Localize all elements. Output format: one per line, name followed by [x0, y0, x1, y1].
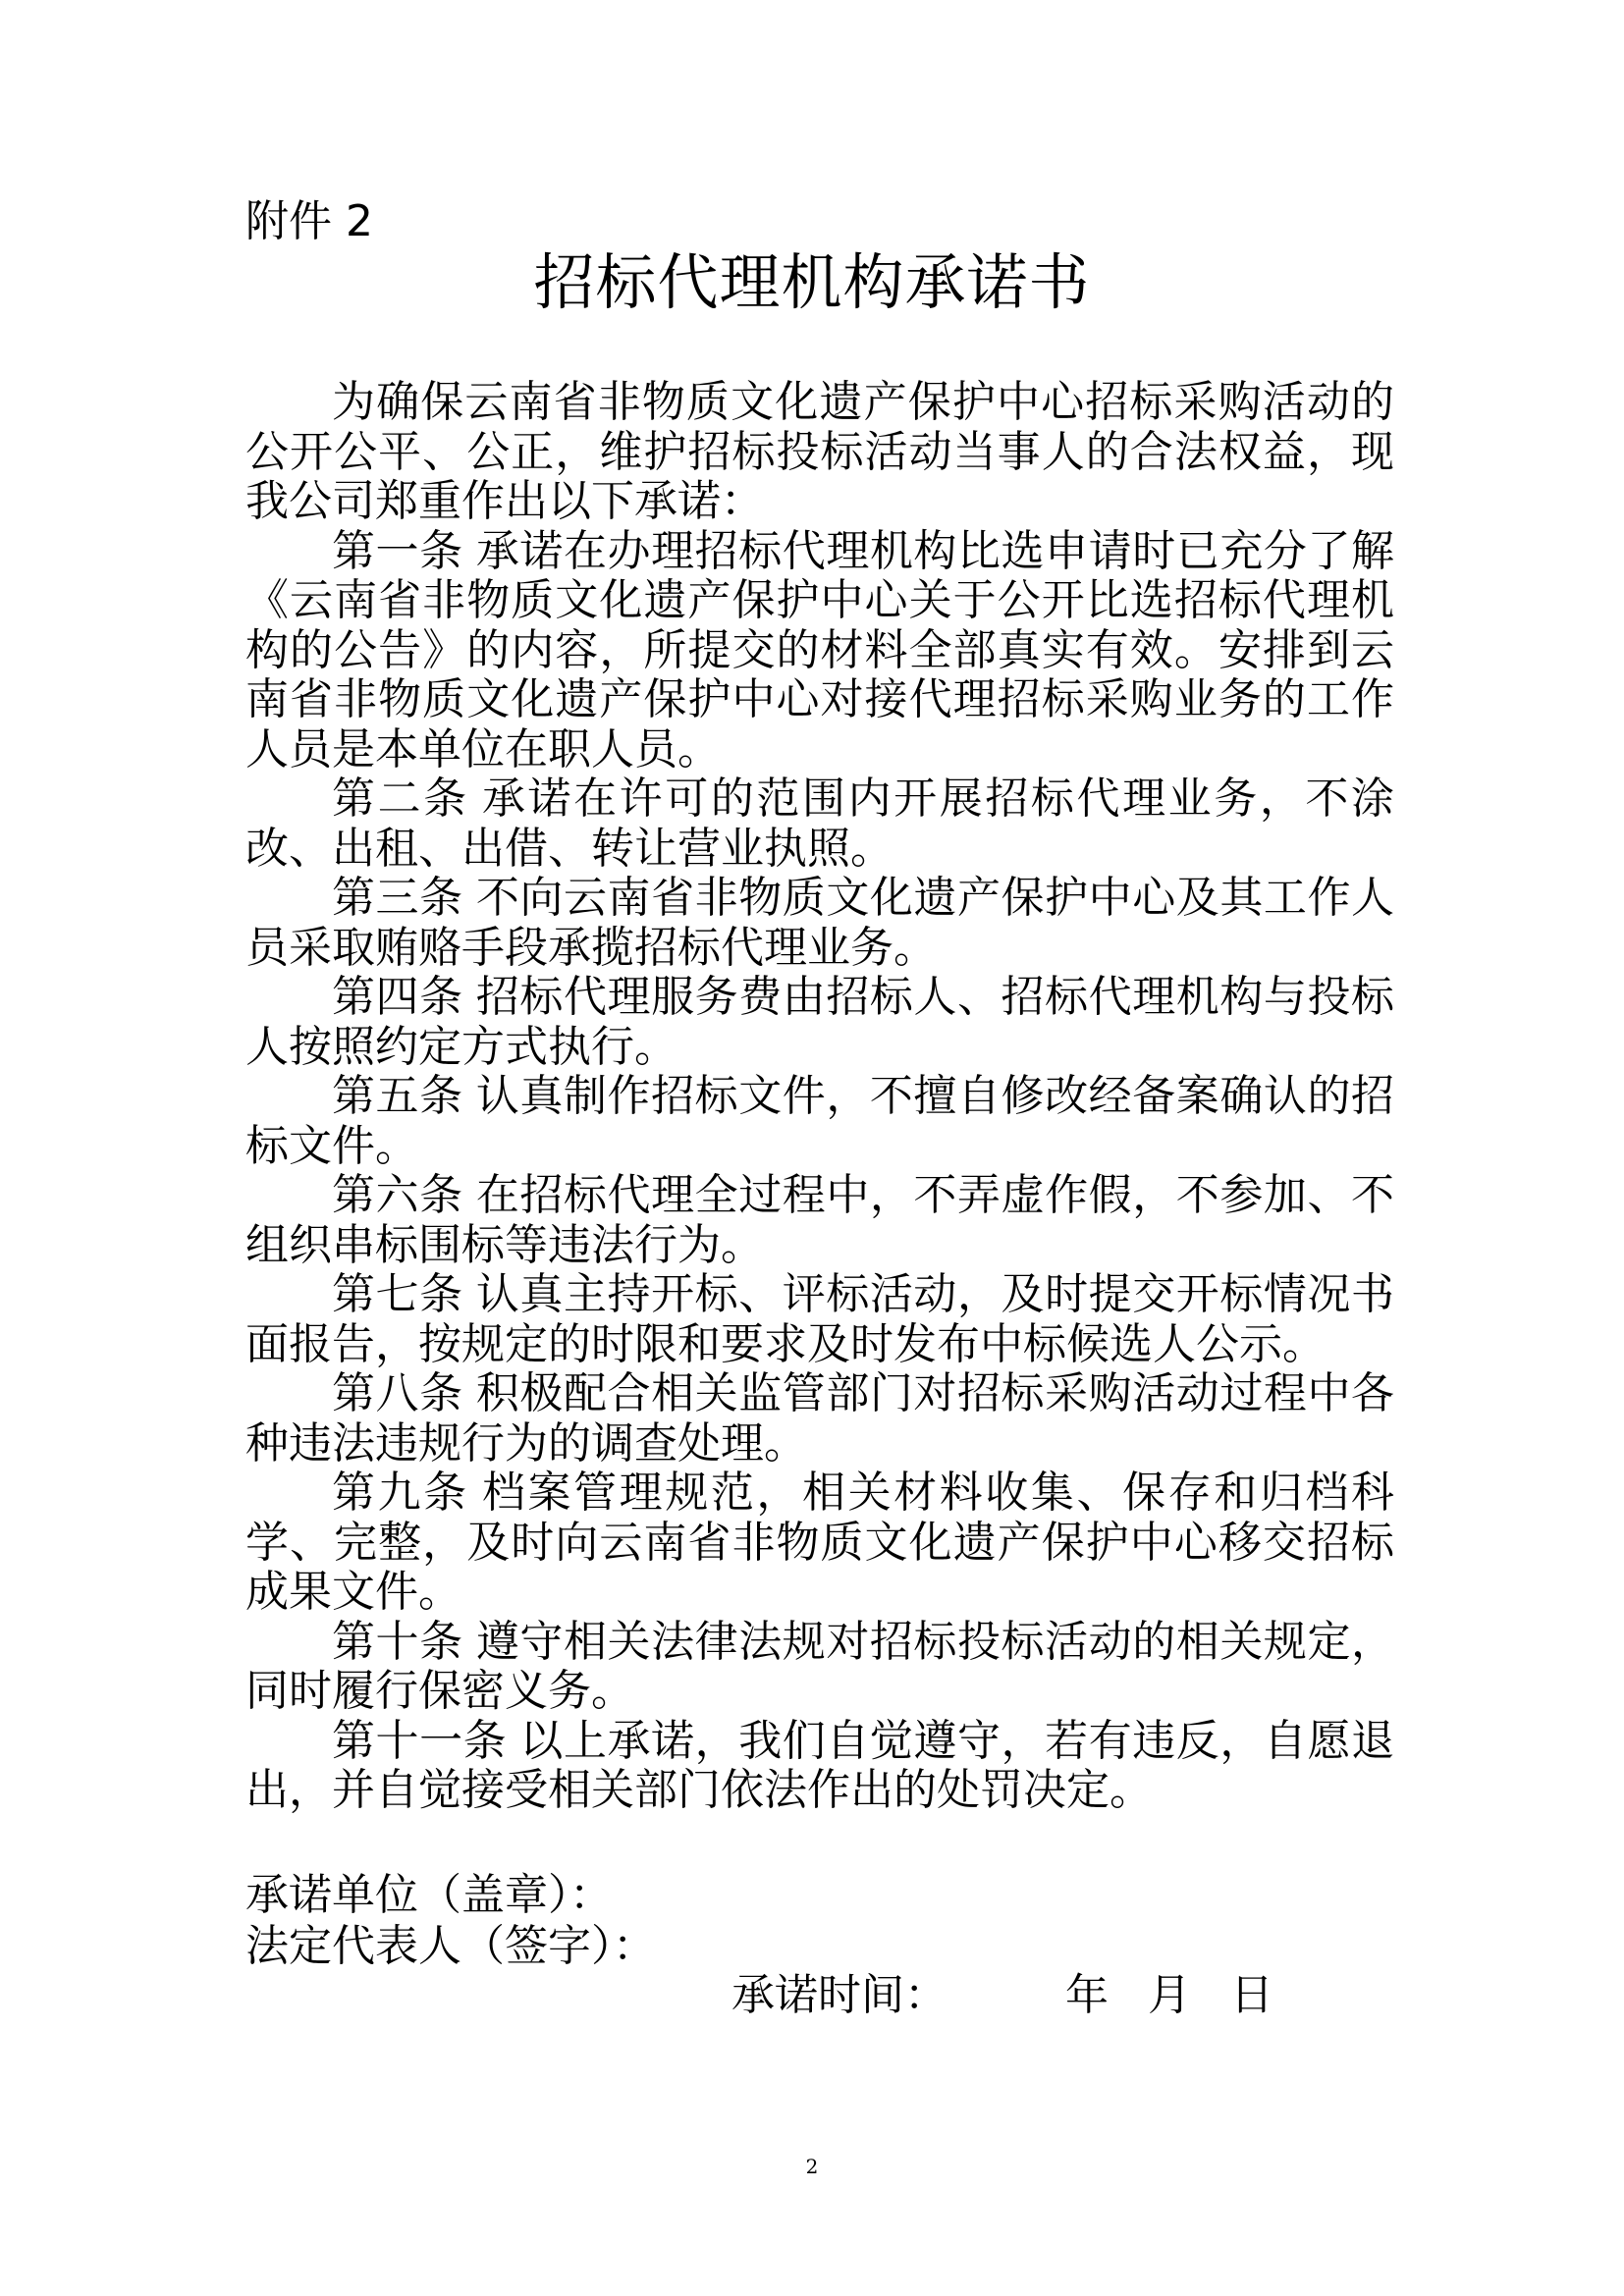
- attachment-label: 附件 2: [245, 196, 373, 246]
- article-number: 第九条: [332, 1468, 469, 1518]
- article-text: 遵守相关法律法规对招标投标活动的相关规定，同时履行保密义务。: [245, 1616, 1394, 1716]
- article-text: 不向云南省非物质文化遗产保护中心及其工作人员采取贿赂手段承揽招标代理业务。: [245, 873, 1394, 973]
- article-number: 第二条: [332, 774, 469, 824]
- article-text: 档案管理规范，相关材料收集、保存和归档科学、完整，及时向云南省非物质文化遗产保护中心移交招标成果文件。: [245, 1468, 1395, 1617]
- document-body: [245, 378, 1394, 1816]
- article-number: 第四条: [332, 972, 463, 1022]
- article-6: [245, 1171, 1394, 1270]
- article-11: [245, 1717, 1394, 1816]
- article-text: 承诺在许可的范围内开展招标代理业务，不涂改、出租、出借、转让营业执照。: [245, 774, 1395, 874]
- article-3: [245, 874, 1394, 973]
- article-number: 第十一条: [332, 1715, 508, 1766]
- article-1: [245, 527, 1394, 775]
- article-number: 第一条: [332, 525, 463, 576]
- article-text: 认真主持开标、评标活动，及时提交开标情况书面报告，按规定的时限和要求及时发布中标候选人公示。: [245, 1269, 1394, 1369]
- article-text: 以上承诺，我们自觉遵守，若有违反，自愿退出，并自觉接受相关部门依法作出的处罚决定。: [245, 1715, 1395, 1815]
- article-number: 第十条: [332, 1616, 463, 1667]
- page-number: 2: [805, 2155, 819, 2178]
- article-number: 第五条: [332, 1071, 463, 1121]
- commitment-date-line: [731, 1968, 1273, 2023]
- month-label: 月: [1148, 1970, 1191, 2020]
- year-label: 年: [1065, 1970, 1109, 2020]
- article-number: 第三条: [332, 873, 463, 923]
- commitment-date-label: 承诺时间：: [731, 1970, 947, 2020]
- intro-paragraph: 为确保云南省非物质文化遗产保护中心招标采购活动的公开公平、公正，维护招标投标活动当事人的合法权益，现我公司郑重作出以下承诺：: [245, 377, 1394, 526]
- article-text: 认真制作招标文件，不擅自修改经备案确认的招标文件。: [245, 1071, 1394, 1171]
- article-number: 第八条: [332, 1368, 463, 1418]
- article-text: 在招标代理全过程中，不弄虚作假，不参加、不组织串标围标等违法行为。: [245, 1170, 1394, 1270]
- article-8: [245, 1369, 1394, 1468]
- document-title: 招标代理机构承诺书: [533, 246, 1091, 318]
- legal-representative-label: 法定代表人（签字）：: [245, 1921, 656, 1971]
- article-4: [245, 973, 1394, 1072]
- article-text: 积极配合相关监管部门对招标采购活动过程中各种违法违规行为的调查处理。: [245, 1368, 1394, 1468]
- article-9: [245, 1468, 1394, 1618]
- article-7: [245, 1270, 1394, 1369]
- committing-unit-label: 承诺单位（盖章）：: [245, 1870, 613, 1920]
- article-10: [245, 1618, 1394, 1717]
- article-number: 第六条: [332, 1170, 463, 1220]
- article-2: [245, 774, 1394, 874]
- article-5: [245, 1072, 1394, 1171]
- signature-block: [245, 1870, 656, 1972]
- day-label: 日: [1230, 1970, 1273, 2020]
- article-number: 第七条: [332, 1269, 463, 1319]
- article-text: 招标代理服务费由招标人、招标代理机构与投标人按照约定方式执行。: [245, 972, 1394, 1072]
- article-text: 承诺在办理招标代理机构比选申请时已充分了解《云南省非物质文化遗产保护中心关于公开比选招标代理机构的公告》的内容，所提交的材料全部真实有效。安排到云南省非物质文化遗产保护中心对接代理招标采购业务的工作人员是本单位在职人员。: [245, 525, 1394, 774]
